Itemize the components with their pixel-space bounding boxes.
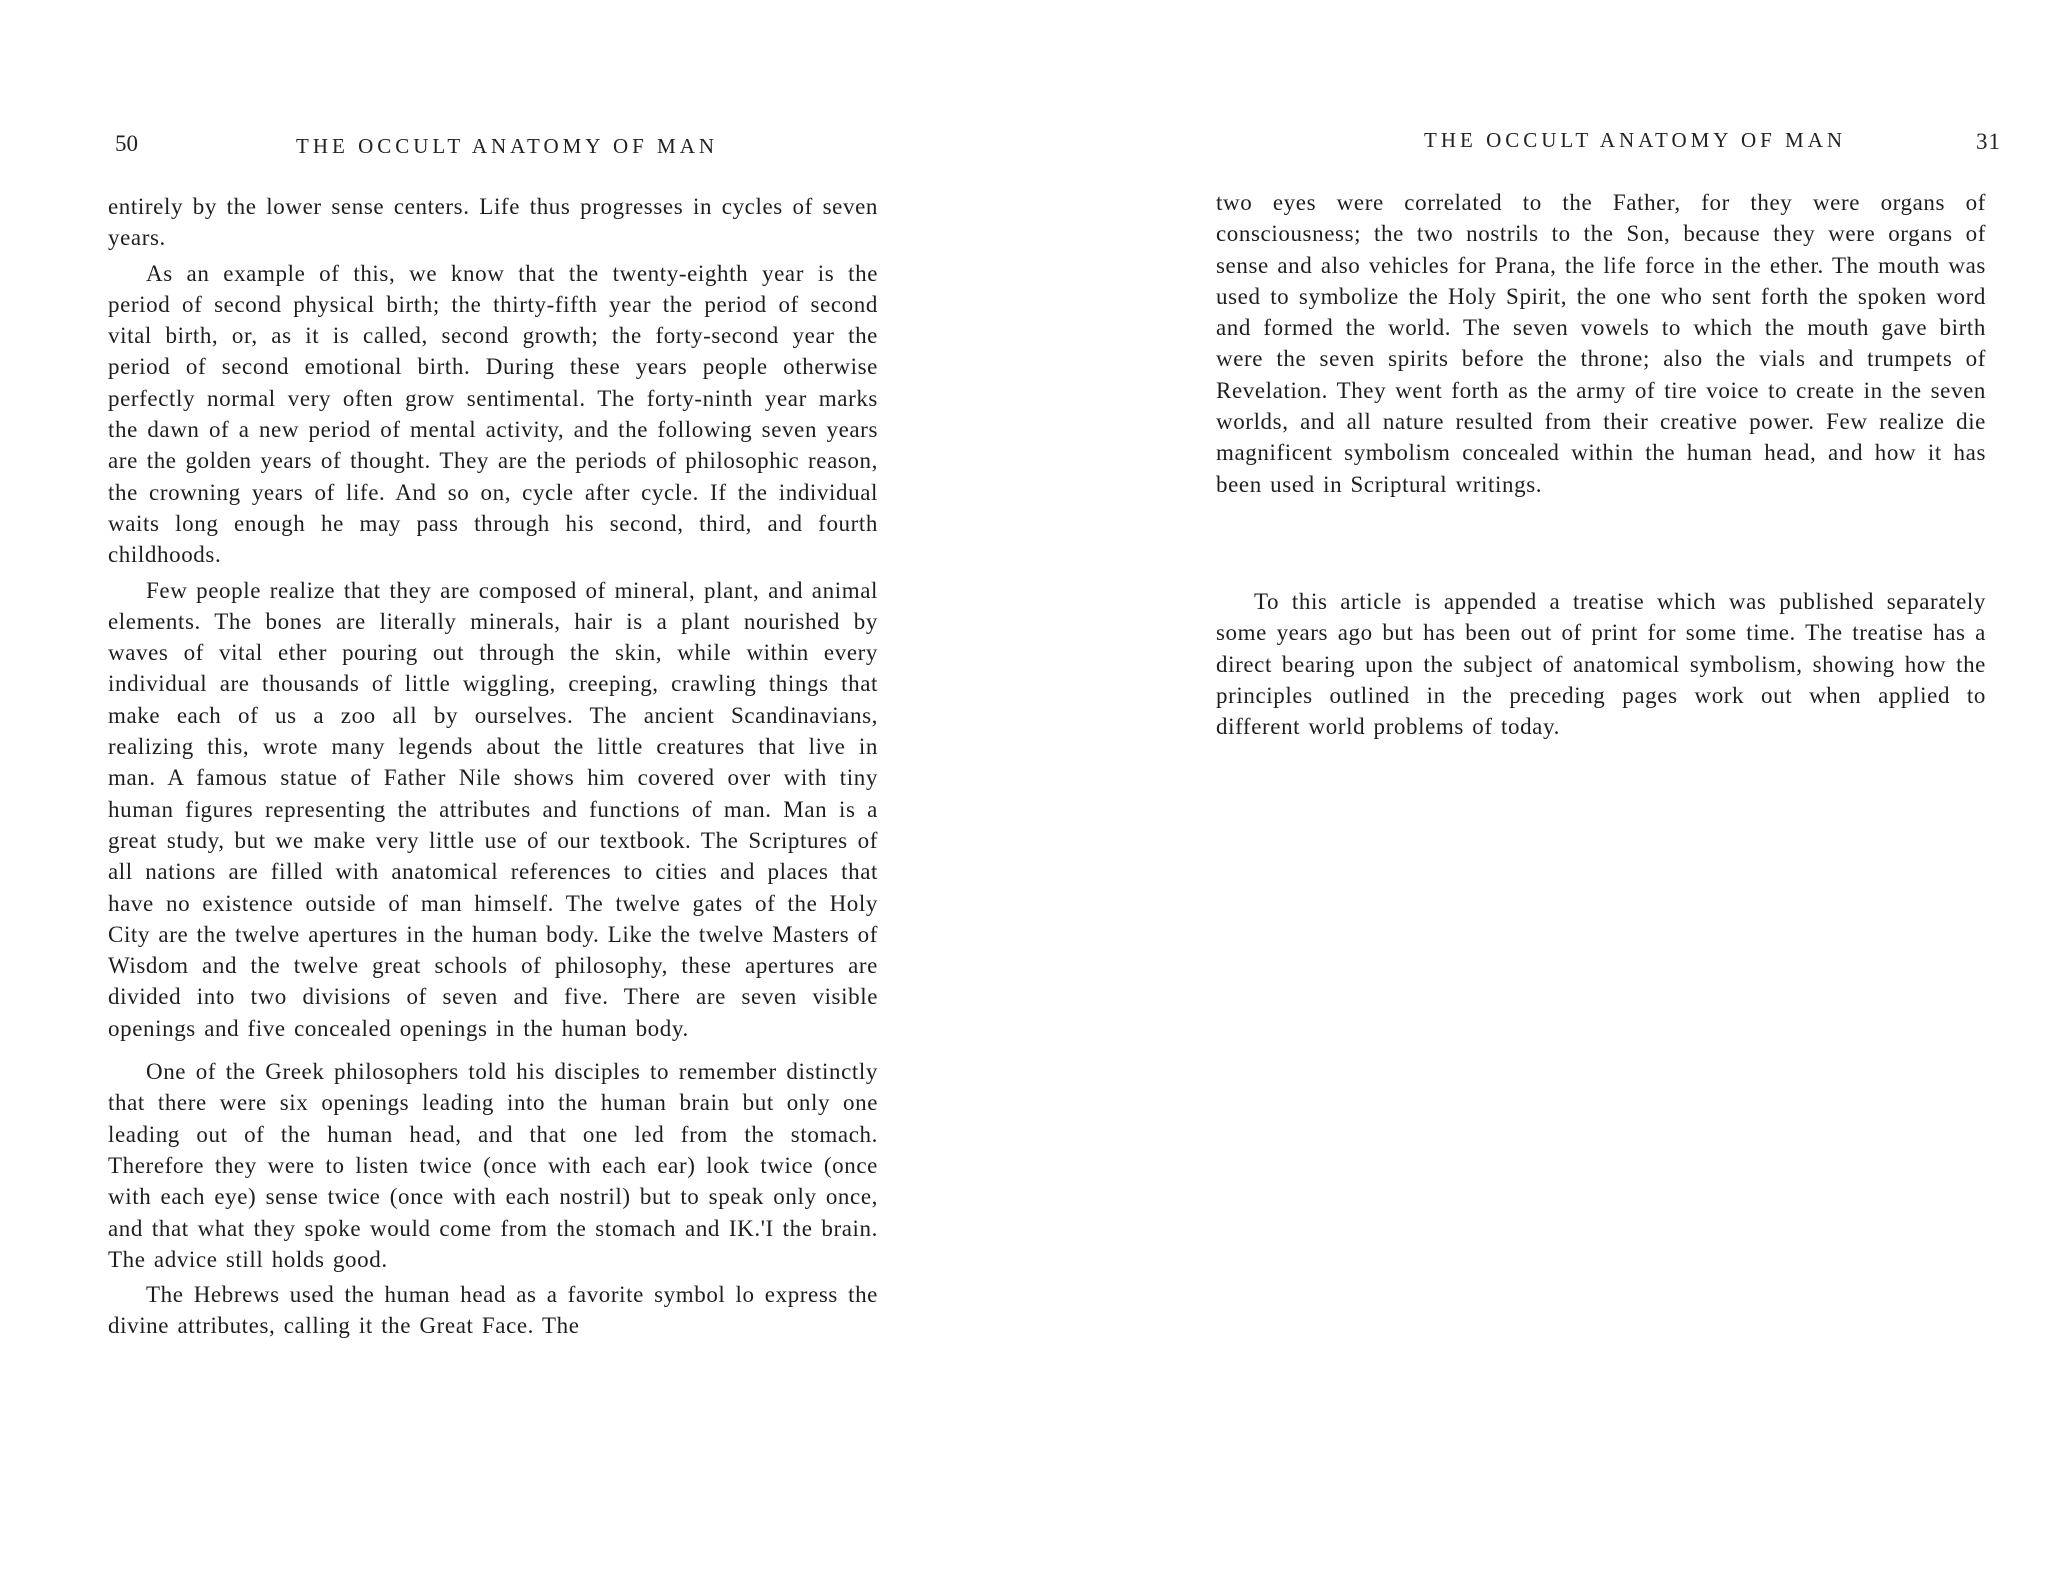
left-paragraph-4: One of the Greek philosophers told his disciples to remember distinctly that there were six openings leading into the human brain but only one leading out of the human head, and that one led from the stomach. Therefore they were to listen twice (once with each ear) look twice (once with each eye) sense twice (once with each nostril) but to speak only once, and that what they spoke would come from the stomach and IK.'I the brain. The advice still holds good.	[108, 1059, 878, 1272]
left-running-title: THE OCCULT ANATOMY OF MAN	[296, 134, 719, 158]
right-page-number: 31	[1976, 129, 2001, 154]
left-paragraph-3: Few people realize that they are composed of mineral, plant, and animal elements. The bones are literally minerals, hair is a plant nourished by waves of vital ether pouring out through the skin, while within every individual are thousands of little wiggling, creeping, crawling things that make each of us a zoo all by ourselves. The ancient Scandinavians, realizing this, wrote many legends about the little creatures that live in man. A famous statue of Father Nile shows him covered over with tiny human figures representing the attributes and functions of man. Man is a great study, but we make very little use of our textbook. The Scriptures of all nations are filled with anatomical references to cities and places that have no existence outside of man himself. The twelve gates of the Holy City are the twelve apertures in the human body. Like the twelve Masters of Wisdom and the twelve great schools of philosophy, these apertures are divided into two divisions of seven and five. There are seven visible openings and five concealed openings in the human body.	[108, 577, 878, 1041]
left-page-number: 50	[115, 131, 138, 156]
left-body-text	[108, 191, 878, 1342]
left-paragraph-1: entirely by the lower sense centers. Life thus progresses in cycles of seven years.	[108, 194, 878, 251]
right-paragraph-2: To this article is appended a treatise which was published separately some years ago but has been out of print for some time. The treatise has a direct bearing upon the subject of anatomical symbolism, showing how the principles outlined in the preceding pages work out when applied to different world problems of today.	[1216, 588, 1986, 740]
left-paragraph-5: The Hebrews used the human head as a favorite symbol lo express the divine attributes, calling it the Great Face. The	[108, 1282, 878, 1339]
right-paragraph-1: two eyes were correlated to the Father, for they were organs of consciousness; the two nostrils to the Son, because they were organs of sense and also vehicles for Prana, the life force in the ether. The mouth was used to symbolize the Holy Spirit, the one who sent forth the spoken word and formed the world. The seven vowels to which the mouth gave birth were the seven spirits before the throne; also the vials and trumpets of Revelation. They went forth as the army of tire voice to create in the seven worlds, and all nature resulted from their creative power. Few realize die magnificent symbolism concealed within the human head, and how it has been used in Scriptural writings.	[1216, 190, 1986, 497]
right-running-title: THE OCCULT ANATOMY OF MAN	[1424, 128, 1847, 152]
right-page	[1024, 0, 2048, 1582]
left-paragraph-2: As an example of this, we know that the twenty-eighth year is the period of second physical birth; the thirty-fifth year the period of second vital birth, or, as it is called, second growth; the forty-second year the period of second emotional birth. During these years people otherwise perfectly normal very often grow sentimental. The forty-ninth year marks the dawn of a new period of mental activity, and the following seven years are the golden years of thought. They are the periods of philosophic reason, the crowning years of life. And so on, cycle after cycle. If the individual waits long enough he may pass through his second, third, and fourth childhoods.	[108, 260, 878, 568]
right-body-text	[1216, 187, 1986, 742]
